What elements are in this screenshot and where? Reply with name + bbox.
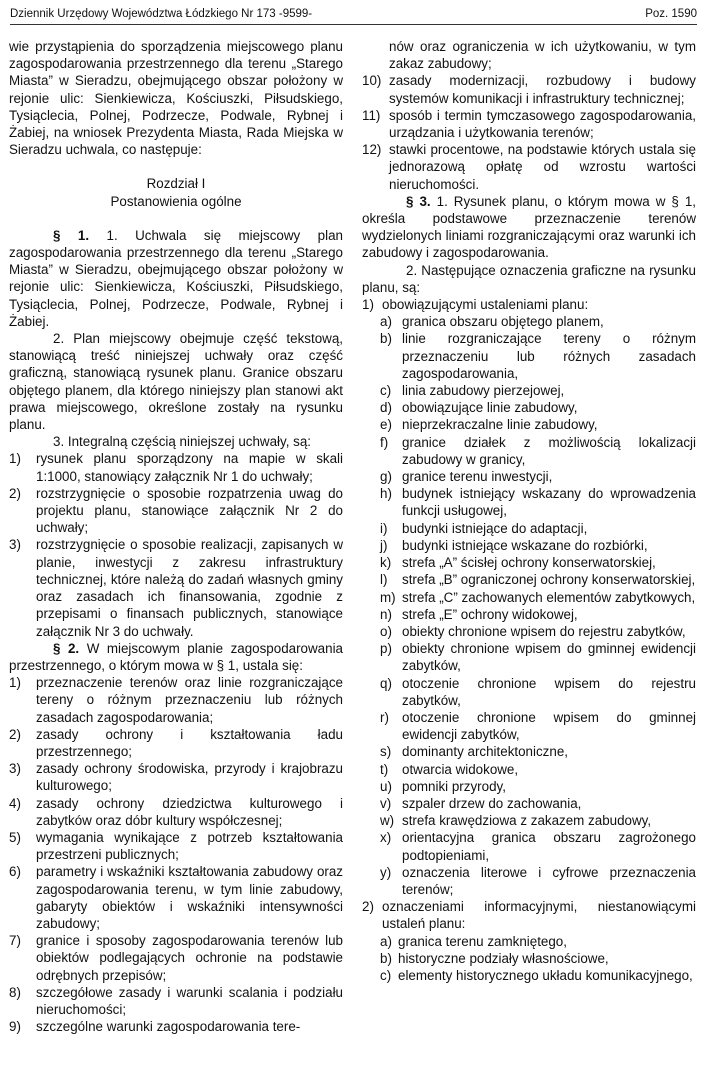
list-item-number: n)	[380, 606, 392, 622]
section-1-text: 1. Uchwala się miejscowy plan zagospodarowania przestrzennego dla terenu „Starego Miasta” w Sieradzu, obejmującego obszar położony w rejonie ulic: Sienkiewicza, Kościuszki, Piłsudskiego, Tysiąclecia, Polnej, Podrzecze, Podwale, Rybnej i Żabiej.	[9, 227, 343, 329]
list-item	[362, 778, 696, 795]
list-item	[362, 554, 696, 571]
list-item	[362, 520, 696, 537]
list-item-number: t)	[380, 761, 389, 777]
list-item-text: strefa „B” ograniczonej ochrony konserwatorskiej,	[402, 572, 696, 588]
list-item-number: r)	[380, 709, 389, 725]
list-item-number: i)	[380, 520, 388, 536]
list-item-text: szczególne warunki zagospodarowania tere-	[36, 1019, 301, 1035]
list-item-number: 12)	[362, 142, 382, 158]
list-item-number: k)	[380, 555, 392, 571]
list-item-number: c)	[380, 383, 392, 399]
list-item-text: zasady ochrony i kształtowania ładu przestrzennego;	[36, 726, 343, 759]
section-2-mark: § 2.	[53, 640, 80, 656]
list-item-text: historyczne podziały własnościowe,	[398, 950, 609, 966]
list-item	[362, 72, 696, 106]
list-item	[362, 399, 696, 416]
list-item	[9, 536, 343, 639]
section-2-text: W miejscowym planie zagospodarowania przestrzennego, o którym mowa w § 1, ustala się:	[9, 640, 343, 673]
list-item-text: stawki procentowe, na podstawie których ustala się jednorazową opłatę od wzrostu wartości nieruchomości.	[389, 142, 696, 192]
list-item-number: a)	[380, 314, 392, 330]
section-2-list-continued	[362, 72, 696, 192]
list-item-text: parametry i wskaźniki kształtowania zabudowy oraz zagospodarowania terenu, w tym linie zabudowy, gabaryty obiektów i wskaźniki intensywności zabudowy;	[36, 864, 343, 931]
list-item-text: rozstrzygnięcie o sposobie rozpatrzenia uwag do projektu planu, stanowiące załącznik Nr 2 do uchwały;	[36, 485, 343, 536]
section-1-paragraph	[9, 227, 343, 330]
list-item	[362, 709, 696, 743]
chapter-title: Postanowienia ogólne	[110, 193, 242, 209]
list-item-number: w)	[380, 813, 395, 829]
list-item-text: zasady ochrony dziedzictwa kulturowego i zabytków oraz dóbr kultury współczesnej;	[36, 795, 343, 828]
list-item-number: m)	[380, 589, 396, 605]
list-item-number: 6)	[9, 864, 21, 880]
list-item	[362, 864, 696, 898]
list-item-number: 8)	[9, 984, 21, 1000]
section-3-text: 1. Rysunek planu, o którym mowa w § 1, określa podstawowe przeznaczenie terenów wydzielonych liniami rozgraniczającymi oraz warunki ich zabudowy i zagospodarowania.	[362, 193, 696, 261]
list-item-number: j)	[380, 537, 388, 553]
list-item-number: 11)	[362, 107, 381, 123]
list-item-text: granica terenu zamkniętego,	[398, 933, 567, 949]
list-item-number: e)	[380, 417, 392, 433]
group-2-list	[362, 933, 696, 985]
section-1-point-2: 2. Plan miejscowy obejmuje część tekstową, stanowiącą treść niniejszej uchwały oraz część graficzną, stanowiącą rysunek planu. Granice obszaru objętego planem, dla którego niniejszy plan stanowi akt prawa miejscowego, określone zostały na rysunku planu.	[9, 331, 343, 433]
list-item	[362, 967, 696, 984]
list-item-text: obiekty chronione wpisem do gminnej ewidencji zabytków,	[402, 641, 696, 674]
intro-paragraph: wie przystąpienia do sporządzenia miejscowego planu zagospodarowania przestrzennego dla terenu „Starego Miasta” w Sieradzu, obejmującego obszar położony w rejonie ulic: Sienkiewicza, Kościuszki, Piłsudskiego, Tysiąclecia, Polnej, Podrzecze, Podwale, Rybnej i Żabiej, na wniosek Prezydenta Miasta, Rada Miejska w Sieradzu uchwala, co następuje:	[9, 39, 343, 158]
list-item	[9, 674, 343, 726]
list-item-number: a)	[380, 933, 392, 949]
list-item	[362, 468, 696, 485]
list-item	[9, 932, 343, 984]
list-item-text: zasady ochrony środowiska, przyrody i krajobrazu kulturowego;	[36, 761, 343, 794]
list-item-text: budynek istniejący wskazany do wprowadzenia funkcji usługowej,	[402, 486, 696, 519]
list-item	[362, 571, 696, 588]
list-item	[362, 313, 696, 330]
list-item	[362, 829, 696, 863]
list-item	[362, 330, 696, 382]
list-item	[9, 450, 343, 484]
list-item-number: 9)	[9, 1019, 21, 1035]
list-item-text: rysunek planu sporządzony na mapie w skali 1:1000, stanowiący załącznik Nr 1 do uchwały;	[36, 451, 343, 484]
section-2-paragraph	[9, 640, 343, 674]
list-item-text: granica obszaru objętego planem,	[402, 314, 604, 330]
list-item-number: l)	[380, 572, 388, 588]
list-item-number: b)	[380, 331, 392, 347]
list-item	[9, 485, 343, 537]
section-1-point-3: 3. Integralną częścią niniejszej uchwały, są:	[53, 434, 312, 450]
list-item-text: linia zabudowy pierzejowej,	[402, 383, 565, 399]
list-item-number: u)	[380, 778, 392, 794]
list-item-number: 2)	[9, 726, 21, 742]
list-item-number: o)	[380, 623, 392, 639]
list-item-text: granice terenu inwestycji,	[402, 469, 553, 485]
list-item	[9, 1018, 343, 1035]
list-item	[362, 606, 696, 623]
list-item	[362, 761, 696, 778]
list-item	[362, 589, 696, 606]
list-item	[362, 640, 696, 674]
section-1-list	[9, 450, 343, 639]
list-item-text: orientacyjna granica obszaru zagrożonego podtopieniami,	[402, 830, 696, 863]
list-item	[9, 829, 343, 863]
list-item-text: pomniki przyrody,	[402, 778, 506, 794]
section-3-mark: § 3.	[406, 193, 431, 209]
section-1-mark: § 1.	[53, 227, 90, 243]
list-item-number: h)	[380, 486, 392, 502]
journal-title: Dziennik Urzędowy Województwa Łódzkiego Nr 173 -9599-	[10, 8, 313, 20]
list-item-number: d)	[380, 400, 392, 416]
list-item-continuation: nów oraz ograniczenia w ich użytkowaniu, w tym zakaz zabudowy;	[389, 39, 696, 72]
section-3-paragraph	[362, 193, 696, 262]
list-item-text: granice działek z możliwością lokalizacji zabudowy w granicy,	[402, 434, 696, 467]
right-column	[362, 38, 696, 984]
list-item	[362, 623, 696, 640]
list-item	[362, 675, 696, 709]
list-item	[362, 434, 696, 468]
list-item	[362, 416, 696, 433]
list-item	[362, 382, 696, 399]
list-item-text: obiekty chronione wpisem do rejestru zabytków,	[402, 623, 686, 639]
list-item-text: sposób i termin tymczasowego zagospodarowania, urządzania i użytkowania terenów;	[389, 107, 696, 141]
list-item	[9, 795, 343, 829]
group-2-heading: 2) oznaczeniami informacyjnymi, niestanowiącymi ustaleń planu:	[362, 899, 696, 932]
list-item-number: 1)	[9, 451, 21, 467]
list-item	[362, 743, 696, 760]
list-item	[362, 537, 696, 554]
list-item-number: 7)	[9, 933, 21, 949]
list-item-number: s)	[380, 744, 392, 760]
list-item-text: oznaczenia literowe i cyfrowe przeznaczenia terenów;	[402, 864, 696, 897]
list-item-text: obowiązujące linie zabudowy,	[402, 400, 578, 416]
list-item-text: granice i sposoby zagospodarowania terenów lub obiektów podlegających ochronie na podstawie odrębnych przepisów;	[36, 933, 343, 983]
list-item-number: 3)	[9, 761, 21, 777]
list-item-text: elementy historycznego układu komunikacyjnego,	[398, 967, 693, 983]
group-1-heading: 1) obowiązującymi ustaleniami planu:	[362, 297, 589, 313]
list-item-text: strefa krawędziowa z zakazem zabudowy,	[402, 813, 652, 829]
position-number: Poz. 1590	[645, 8, 697, 20]
chapter-number: Rozdział I	[146, 176, 206, 192]
group-1-list	[362, 313, 696, 898]
list-item-text: strefa „C” zachowanych elementów zabytkowych,	[402, 589, 696, 605]
list-item-number: c)	[380, 967, 392, 983]
list-item	[362, 485, 696, 519]
list-item-number: x)	[380, 830, 392, 846]
list-item-text: otoczenie chronione wpisem do gminnej ewidencji zabytków,	[402, 709, 696, 743]
list-item-text: przeznaczenie terenów oraz linie rozgraniczające tereny o różnym przeznaczeniu lub różnych zasadach zagospodarowania;	[36, 675, 343, 725]
list-item	[362, 933, 696, 950]
left-column	[9, 38, 343, 1035]
list-item-text: szpaler drzew do zachowania,	[402, 795, 582, 811]
list-item-text: otwarcia widokowe,	[402, 761, 519, 777]
list-item-number: 3)	[9, 537, 21, 553]
list-item-number: g)	[380, 469, 392, 485]
list-item-text: rozstrzygnięcie o sposobie realizacji, zapisanych w planie, inwestycji z zakresu infrastruktury technicznej, które należą do zadań własnych gminy oraz zasadach ich finansowania, zgodnie z przepisami o finansach publicznych, stanowiące załącznik Nr 3 do uchwały.	[36, 537, 343, 639]
list-item	[9, 726, 343, 760]
list-item-number: v)	[380, 795, 392, 811]
list-item-text: dominanty architektoniczne,	[402, 744, 568, 760]
list-item-number: 1)	[9, 675, 21, 691]
list-item	[362, 812, 696, 829]
list-item	[9, 984, 343, 1018]
list-item-number: y)	[380, 864, 392, 880]
list-item-number: 2)	[9, 485, 21, 501]
list-item-text: nieprzekraczalne linie zabudowy,	[402, 417, 598, 433]
list-item-number: f)	[380, 434, 389, 450]
list-item-number: p)	[380, 641, 392, 657]
list-item-number: q)	[380, 675, 392, 691]
list-item-number: 5)	[9, 829, 21, 845]
list-item-number: b)	[380, 950, 392, 966]
list-item-text: wymagania wynikające z potrzeb kształtowania przestrzeni publicznych;	[36, 829, 343, 863]
list-item-text: szczegółowe zasady i warunki scalania i podziału nieruchomości;	[36, 984, 343, 1017]
list-item	[362, 107, 696, 141]
list-item-text: linie rozgraniczające tereny o różnym przeznaczeniu lub różnych zasadach zagospodarowania,	[402, 331, 696, 381]
list-item	[9, 863, 343, 932]
list-item	[362, 141, 696, 193]
list-item-text: budynki istniejące do adaptacji,	[402, 520, 588, 536]
list-item-number: 10)	[362, 73, 382, 89]
list-item-number: 4)	[9, 795, 21, 811]
list-item	[9, 760, 343, 794]
list-item	[362, 950, 696, 967]
list-item	[362, 795, 696, 812]
list-item-text: strefa „E” ochrony widokowej,	[402, 606, 578, 622]
list-item-text: zasady modernizacji, rozbudowy i budowy systemów komunikacji i infrastruktury technicznej;	[389, 73, 696, 106]
list-item-text: otoczenie chronione wpisem do rejestru zabytków,	[402, 675, 696, 708]
page-header	[10, 8, 697, 25]
list-item-text: strefa „A” ścisłej ochrony konserwatorskiej,	[402, 555, 656, 571]
section-2-list	[9, 674, 343, 1035]
list-item-text: budynki istniejące wskazane do rozbiórki,	[402, 537, 648, 553]
section-3-point-2: 2. Następujące oznaczenia graficzne na rysunku planu, są:	[362, 262, 696, 295]
